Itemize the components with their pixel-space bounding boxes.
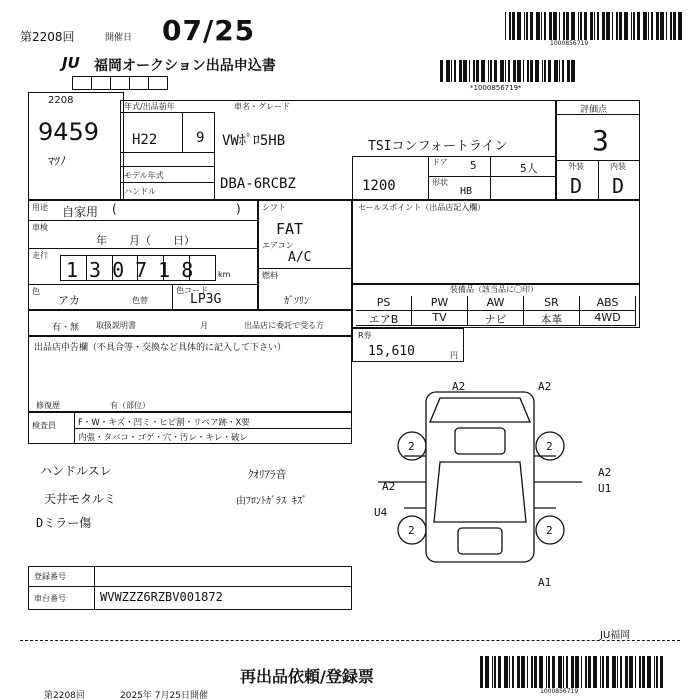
mileage-unit: km: [218, 270, 231, 279]
mileage-value: 130718: [66, 258, 205, 282]
manual-label: 取扱説明書: [96, 321, 136, 330]
equipment-item: PW: [412, 296, 468, 311]
seller-name-handwritten: ﾏﾂﾉ: [48, 154, 67, 168]
diagram-mark-right-side-2: U1: [598, 482, 612, 495]
diagram-mark-wheel-fl: 2: [408, 440, 415, 453]
diagram-mark-front-right: A2: [538, 380, 552, 393]
top-barcode: [505, 12, 685, 40]
auction-date: 07/25: [162, 14, 256, 47]
model-code: DBA-6RCBZ: [220, 176, 296, 192]
equipment-item: SR: [524, 296, 580, 311]
ac-value: A/C: [288, 250, 312, 265]
branch-label: JU福岡: [600, 630, 631, 641]
inspector-row-2: 内張・タバコ・ゴゲ・穴・汚レ・キレ・破レ: [78, 433, 248, 443]
footer-barcode: [480, 656, 670, 688]
diagram-mark-right-side: A2: [598, 466, 612, 479]
round-label: 第2208回: [20, 30, 75, 44]
tick-boxes: [72, 76, 168, 90]
relist-title: 再出品依頼/登録票: [240, 667, 374, 686]
form-title: 福岡オークション出品申込書: [94, 58, 276, 74]
exhibition-note: 出品店に委託で受る方: [244, 321, 324, 330]
fuel-value: ｶﾞｿﾘﾝ: [284, 296, 309, 307]
displacement: 1200: [362, 178, 396, 194]
equipment-item: 本革: [524, 311, 580, 326]
diagram-mark-rear: A1: [538, 576, 552, 589]
inspection-value: 年 月（ 日）: [96, 234, 195, 247]
recycle-value: 15,610: [368, 344, 415, 359]
car-damage-diagram: [370, 372, 670, 594]
equipment-item: AW: [468, 296, 524, 311]
notes-label: 出品店申告欄（不具合等・交換など具体的に記入して下さい）: [34, 343, 287, 353]
equipment-item: PS: [356, 296, 412, 311]
recycle-unit: 円: [450, 351, 458, 360]
equipment-item: TV: [412, 311, 468, 326]
diagram-mark-wheel-rr: 2: [546, 524, 553, 537]
handwritten-note-1: ハンドルスレ: [40, 464, 112, 478]
equipment-item: 4WD: [580, 311, 636, 326]
car-grade: TSIコンフォートライン: [368, 139, 508, 154]
color-code-label: 色コード: [176, 286, 208, 295]
shift-label: シフト: [262, 203, 286, 212]
inspector-label: 検査員: [32, 421, 56, 430]
inspection-label: 車検: [32, 223, 48, 232]
entry-box-label: 2208: [48, 95, 74, 106]
second-barcode: [440, 60, 580, 82]
score-label: 評価点: [580, 105, 608, 115]
entry-number: 9459: [38, 118, 100, 146]
year-label: 年式/出品前年: [124, 102, 175, 111]
seats: 5人: [520, 162, 538, 175]
warranty-month: 月: [200, 321, 208, 330]
usage-label: 用途: [32, 203, 48, 212]
diagram-mark-left-side: A2: [382, 480, 396, 493]
ac-label: エアコン: [262, 241, 294, 250]
usage-value: 自家用: [62, 205, 99, 219]
shape-label: 形状: [432, 178, 448, 187]
diagram-mark-front-left: A2: [452, 380, 466, 393]
handle-label: ハンドル: [124, 187, 156, 196]
footer-date: 2025年 7月25日開催: [120, 691, 208, 700]
model-year: H22: [132, 132, 158, 148]
interior-label: 内装: [610, 162, 626, 171]
interior-grade: D: [612, 174, 625, 198]
handwritten-note-2: 天井モタルミ: [44, 492, 117, 506]
repair-value: 有（部位）: [110, 401, 150, 410]
footer-round: 第2208回: [44, 691, 85, 700]
shift-value: FAT: [276, 220, 304, 238]
fuel-label: 燃料: [262, 271, 278, 280]
color-value: アカ: [58, 294, 80, 307]
diagram-mark-wheel-rl: 2: [408, 524, 415, 537]
vin-value: WVWZZZ6RZBV001872: [100, 590, 223, 604]
car-model: VWﾎﾟﾛ5HB: [222, 133, 286, 149]
score: 3: [592, 124, 609, 157]
registration-label: 登録番号: [34, 572, 66, 581]
equipment-label: 装備品（該当品に〇印）: [450, 285, 538, 294]
shape: HB: [460, 186, 473, 197]
top-barcode-number: 1000856719: [550, 40, 589, 47]
second-barcode-number: *1000856719*: [470, 84, 522, 92]
selling-points-label: セールスポイント（出品店記入欄）: [358, 203, 486, 212]
entry-box: [28, 92, 124, 200]
mileage-label: 走行: [32, 251, 48, 260]
model-label: 車名・グレード: [234, 102, 290, 111]
diagram-mark-left-rear: U4: [374, 506, 388, 519]
date-label: 開催日: [105, 33, 133, 43]
repair-label: 修復歴: [36, 401, 60, 410]
color-change-label: 色替: [132, 296, 148, 305]
handwritten-note-4: ｸｵﾘｱﾗ音: [248, 468, 287, 481]
doors-label: ドア: [432, 158, 448, 167]
diagram-mark-wheel-fr: 2: [546, 440, 553, 453]
inspector-row-1: F・W・キズ・凹ミ・ヒビ割・リペア跡・X要: [78, 418, 250, 428]
doors: 5: [470, 159, 477, 172]
brand-logo: JU: [62, 54, 80, 72]
equipment-item: ABS: [580, 296, 636, 311]
exterior-label: 外装: [568, 162, 584, 171]
handwritten-note-3: Dミラー傷: [36, 516, 92, 530]
color-label: 色: [32, 287, 40, 296]
equipment-item: エアB: [356, 311, 412, 326]
recycle-label: R券: [358, 331, 372, 340]
equipment-item: ナビ: [468, 311, 524, 326]
model-month: 9: [196, 130, 205, 146]
model-code-label: モデル年式: [124, 171, 164, 180]
handwritten-note-5: 由ﾌﾛﾝﾄｶﾞﾗｽ ｷｽﾞ: [236, 496, 308, 507]
color-code: LP3G: [190, 292, 222, 307]
exterior-grade: D: [570, 174, 583, 198]
maintenance-value: 有・無: [52, 323, 80, 333]
footer-barcode-number: 1000856719: [540, 688, 579, 695]
vin-label: 車台番号: [34, 594, 66, 603]
